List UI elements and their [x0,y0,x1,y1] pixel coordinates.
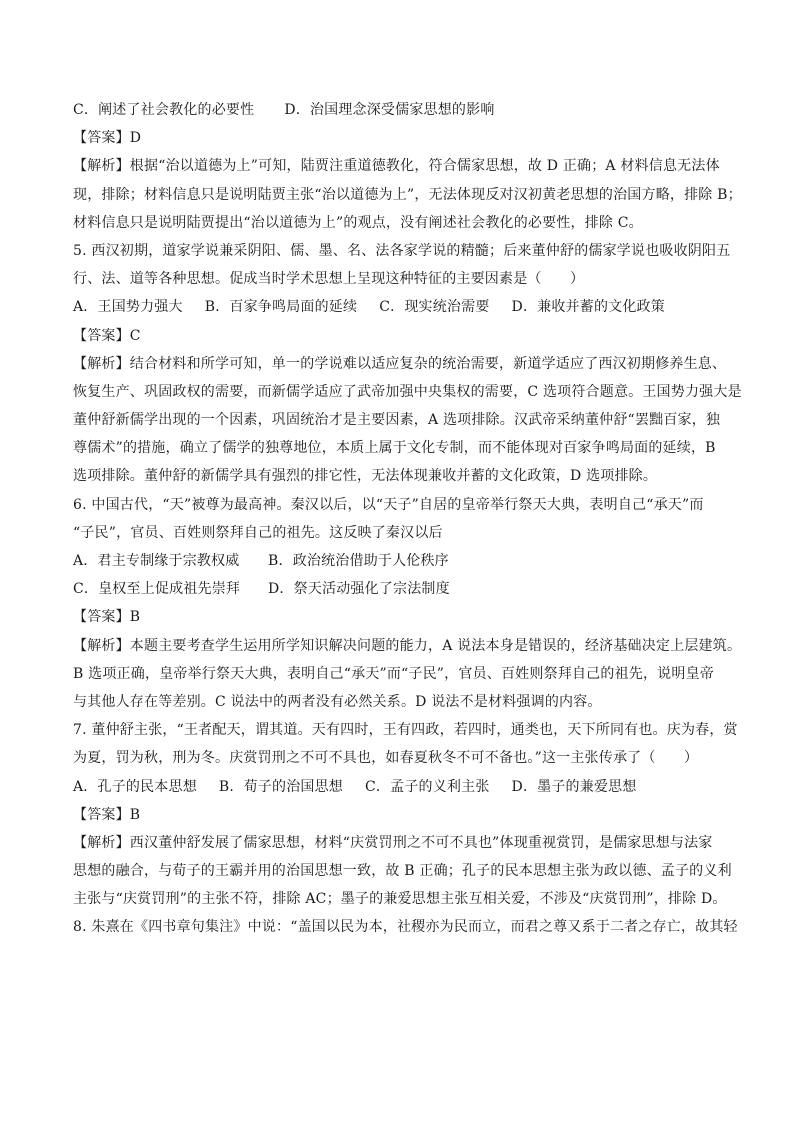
question-7 [73,716,738,913]
option-d: D．祭天活动强化了宗法制度 [268,581,450,598]
option-a: A．孔子的民本思想 [73,778,197,795]
analysis-line: 材料信息只是说明陆贾提出“治以道德为上”的观点，没有阐述社会教化的必要性，排除 C。 [73,214,643,231]
question-stem-line: 行、法、道等各种思想。促成当时学术思想上呈现这种特征的主要因素是（ ） [73,271,585,288]
option-row [73,773,723,801]
option-b: B．百家争鸣局面的延续 [204,299,358,316]
analysis-line: 【解析】本题主要考查学生运用所学知识解决问题的能力，A 说法本身是错误的，经济基础决定上层建筑。 [73,637,742,654]
option-row [73,96,723,124]
question-stem-line: 8. 朱熹在《四书章句集注》中说：“盖国以民为本，社稷亦为民而立，而君之尊又系于二者之存亡，故其轻 [73,919,738,936]
option-a: A．王国势力强大 [73,299,183,316]
analysis-line: 思想的融合，与荀子的王霸并用的治国思想一致，故 B 正确；孔子的民本思想主张为政以德、孟子的义利 [73,863,732,880]
analysis-line: 董仲舒新儒学出现的一个因素，巩固统治才是主要因素，A 选项排除。汉武帝采纳董仲舒“罢黜百家，独 [73,412,721,429]
question-stem-line: 7. 董仲舒主张，“王者配天，谓其道。天有四时，王有四政，若四时，通类也，天下所同有也。庆为春，赏 [73,722,738,739]
option-a: A．君主专制缘于宗教权威 [73,553,240,569]
question-stem-line: 为夏，罚为秋，刑为冬。庆赏罚刑之不可不具也，如春夏秋冬不可不备也。”这一主张传承了（ ） [73,750,699,767]
option-d: D．墨子的兼爱思想 [511,778,637,795]
question-4 [73,96,742,237]
option-d: D．治国理念深受儒家思想的影响 [284,102,495,118]
analysis-line: 恢复生产、巩固政权的需要，而新儒学适应了武帝加强中央集权的需要，C 选项符合题意。王国势力强大是 [73,383,742,400]
question-6 [73,491,742,717]
answer: 【答案】B [73,609,141,626]
analysis-line: 【解析】西汉董仲舒发展了儒家思想，材料“庆赏罚刑之不可不具也”体现重视赏罚，是儒家思想与法家 [73,834,713,851]
analysis-line: 与其他人存在等差别。C 说法中的两者没有必然关系。D 说法不是材料强调的内容。 [73,693,602,710]
analysis-line: B 选项正确，皇帝举行祭天大典，表明自己“承天”而“子民”，官员、百姓则祭拜自己的祖先，说明皇帝 [73,665,714,682]
question-8 [73,913,738,941]
option-c: C．阐述了社会教化的必要性 [73,102,255,118]
analysis-line: 现，排除；材料信息只是说明陆贾主张“治以道德为上”，无法体现反对汉初黄老思想的治国方略，排除 B； [73,186,742,203]
answer: 【答案】D [73,130,142,147]
analysis-line: 尊儒术”的措施，确立了儒学的独尊地位，本质上属于文化专制，而不能体现对百家争鸣局面的延续，B [73,440,716,457]
option-row [73,293,723,321]
analysis-line: 【解析】结合材料和所学可知，单一的学说难以适应复杂的统治需要，新道学适应了西汉初期修养生息、 [73,355,727,372]
option-b: B．政治统治借助于人伦秩序 [268,553,449,569]
answer: 【答案】B [73,806,141,823]
option-d: D．兼收并蓄的文化政策 [511,299,665,316]
exam-page [73,96,742,942]
analysis-line: 主张与“庆赏罚刑”的主张不符，排除 AC；墨子的兼爱思想主张互相关爱，不涉及“庆赏罚刑”，排除 D。 [73,891,727,908]
option-c: C．皇权至上促成祖先崇拜 [73,581,241,598]
question-5 [73,237,742,491]
answer: 【答案】C [73,327,141,344]
option-row [73,547,723,575]
analysis-line: 【解析】根据“治以道德为上”可知，陆贾注重道德教化，符合儒家思想，故 D 正确；A 材料信息无法体 [73,158,720,175]
option-c: C．现实统治需要 [379,299,490,316]
option-row [73,575,723,603]
question-stem-line: 6. 中国古代，“天”被尊为最高神。秦汉以后，以“天子”自居的皇帝举行祭天大典，表明自己“承天”而 [73,496,704,513]
option-c: C．孟子的义利主张 [365,778,490,795]
question-stem-line: “子民”，官员、百姓则祭拜自己的祖先。这反映了秦汉以后 [73,524,443,541]
question-stem-line: 5. 西汉初期，道家学说兼采阴阳、儒、墨、名、法各家学说的精髓；后来董仲舒的儒家学说也吸收阴阳五 [73,242,731,259]
option-b: B．荀子的治国思想 [218,778,344,795]
analysis-line: 选项排除。董仲舒的新儒学具有强烈的排它性，无法体现兼收并蓄的文化政策，D 选项排除。 [73,468,658,485]
